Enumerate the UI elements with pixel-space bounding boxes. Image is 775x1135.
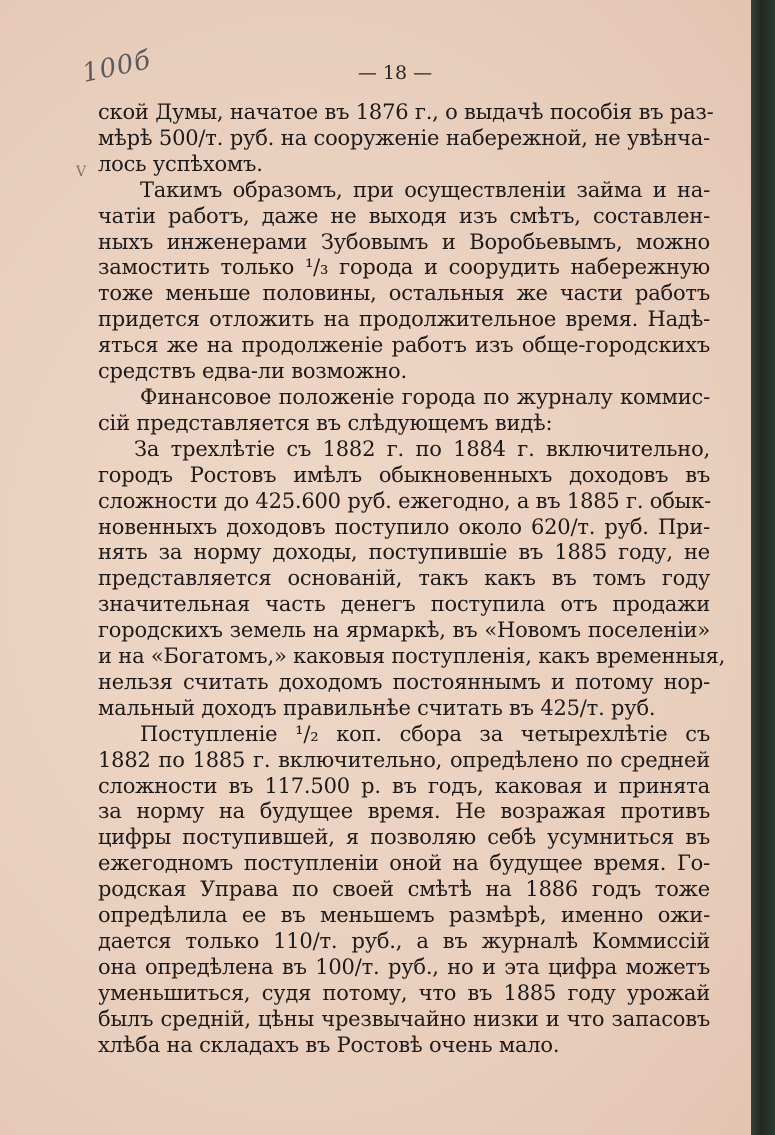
text-line: нять за норму доходы, поступившіе въ 1885 году, не bbox=[98, 540, 710, 565]
text-line: городъ Ростовъ имѣлъ обыкновенныхъ доходовъ въ bbox=[98, 462, 710, 487]
text-line: за норму на будущее время. Не возражая противъ bbox=[98, 799, 710, 824]
text-line: яться же на продолженіе работъ изъ обще-городскихъ bbox=[98, 333, 710, 358]
text-line: нельзя считать доходомъ постояннымъ и потому нор- bbox=[98, 669, 710, 694]
text-line: представляется основаній, такъ какъ въ томъ году bbox=[98, 566, 710, 591]
text-line: 1882 по 1885 г. включительно, опредѣлено по средней bbox=[98, 747, 710, 772]
text-line: значительная часть денегъ поступила отъ продажи bbox=[98, 592, 710, 617]
text-line: ныхъ инженерами Зубовымъ и Воробьевымъ, можно bbox=[98, 229, 710, 254]
text-line: городскихъ земель на ярмаркѣ, въ «Новомъ поселеніи» bbox=[98, 618, 710, 643]
text-line: она опредѣлена въ 100/т. руб., но и эта цифра можетъ bbox=[98, 954, 710, 979]
text-line: сій представляется въ слѣдующемъ видѣ: bbox=[98, 410, 553, 435]
text-line: новенныхъ доходовъ поступило около 620/т. руб. При- bbox=[98, 514, 710, 539]
text-line: мѣрѣ 500/т. руб. на сооруженіе набережной, не увѣнча- bbox=[98, 125, 710, 150]
text-line: сложности въ 117.500 р. въ годъ, каковая и принята bbox=[98, 773, 710, 798]
margin-mark: V bbox=[76, 164, 87, 180]
text-line: и на «Богатомъ,» каковыя поступленія, какъ временныя, bbox=[98, 644, 726, 669]
text-line: хлѣба на складахъ въ Ростовѣ очень мало. bbox=[98, 1032, 560, 1057]
paragraph-first-line: За трехлѣтіе съ 1882 г. по 1884 г. включительно, bbox=[134, 436, 710, 461]
text-line: родская Управа по своей смѣтѣ на 1886 годъ тоже bbox=[98, 877, 710, 902]
text-line: придется отложить на продолжительное время. Надѣ- bbox=[98, 307, 710, 332]
text-line: лось успѣхомъ. bbox=[98, 151, 263, 176]
text-line: замостить только ¹/₃ города и соорудить набережную bbox=[98, 255, 710, 280]
book-spine-edge bbox=[751, 0, 775, 1135]
text-line: сложности до 425.600 руб. ежегодно, а въ 1885 г. обык- bbox=[98, 488, 711, 513]
text-line: ежегодномъ поступленіи оной на будущее время. Го- bbox=[98, 851, 710, 876]
text-line: дается только 110/т. руб., а въ журналѣ Коммиссій bbox=[98, 929, 710, 953]
text-line: ской Думы, начатое въ 1876 г., о выдачѣ пособія въ раз- bbox=[98, 100, 714, 124]
text-line: уменьшиться, судя потому, что въ 1885 году урожай bbox=[98, 980, 710, 1005]
text-line: тоже меньше половины, остальныя же части работъ bbox=[98, 281, 710, 306]
text-line: былъ средній, цѣны чрезвычайно низки и что запасовъ bbox=[98, 1006, 710, 1031]
handwritten-note: 100б bbox=[79, 45, 154, 89]
text-line: цифры поступившей, я позволяю себѣ усумниться въ bbox=[98, 825, 710, 850]
text-line: мальный доходъ правильнѣе считать въ 425/т. руб. bbox=[98, 695, 656, 720]
paragraph-first-line: Такимъ образомъ, при осуществленіи займа и на- bbox=[140, 177, 710, 202]
text-line: чатіи работъ, даже не выходя изъ смѣтъ, составлен- bbox=[98, 203, 710, 228]
text-line: средствъ едва-ли возможно. bbox=[98, 359, 407, 384]
page-number: — 18 — bbox=[357, 62, 433, 84]
paragraph-first-line: Финансовое положеніе города по журналу коммис- bbox=[140, 384, 710, 409]
paragraph-first-line: Поступленіе ¹/₂ коп. сбора за четырехлѣтіе съ bbox=[140, 721, 710, 746]
body-text bbox=[98, 100, 726, 1059]
text-line: опредѣлила ее въ меньшемъ размѣрѣ, именно ожи- bbox=[98, 903, 710, 928]
